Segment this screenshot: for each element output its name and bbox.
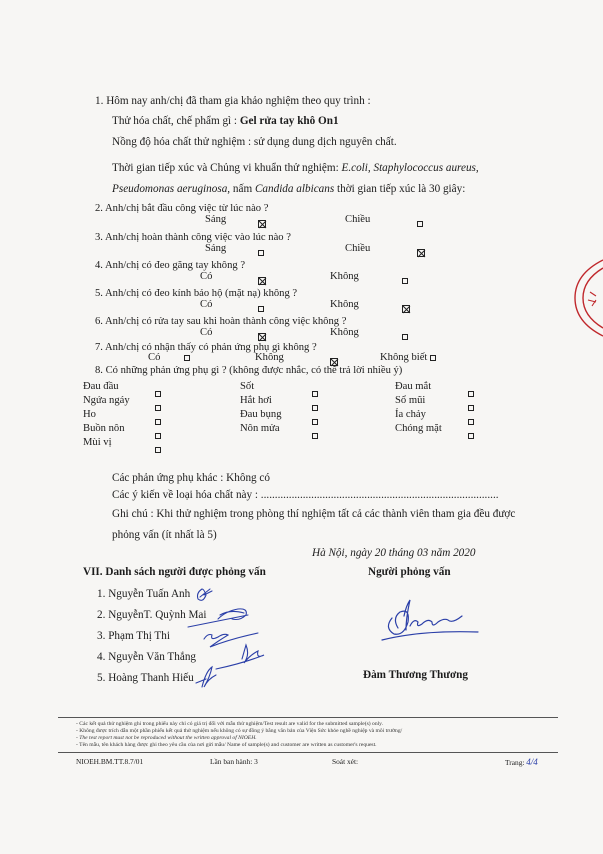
option-a-checkbox[interactable] xyxy=(258,333,266,341)
option-a-label: Sáng xyxy=(205,214,227,225)
side-effect-checkbox[interactable] xyxy=(468,433,474,439)
side-effect-label: Đau đầu xyxy=(83,381,119,392)
side-effect-checkbox[interactable] xyxy=(312,419,318,425)
note-line-1: Ghi chú : Khi thử nghiệm trong phòng thí nghiệm tất cả các thành viên tham gia đều được xyxy=(112,508,516,520)
question-6: 6. Anh/chị có rửa tay sau khi hoàn thành công việc không ? xyxy=(95,316,347,327)
option-a-label: Có xyxy=(200,271,213,282)
chemical-value: Gel rửa tay khô On1 xyxy=(239,115,339,127)
question-8: 8. Có những phản ứng phụ gì ? (không được nhắc, có thể trả lời nhiều ý) xyxy=(95,365,403,376)
option-b-checkbox[interactable] xyxy=(417,221,423,227)
option-b-checkbox[interactable] xyxy=(402,334,408,340)
side-effect-checkbox[interactable] xyxy=(155,391,161,397)
side-effect-label: Nôn mửa xyxy=(240,423,280,434)
interviewee-signatures-icon xyxy=(180,583,320,693)
side-effect-label: Ỉa chảy xyxy=(395,409,426,420)
interviewee-name: 4. Nguyễn Văn Thắng xyxy=(97,651,197,663)
q7-unknown-checkbox[interactable] xyxy=(430,355,436,361)
side-effect-checkbox[interactable] xyxy=(312,391,318,397)
contact-species-2: Pseudomonas aeruginosa, xyxy=(112,183,231,195)
option-b-label: Chiều xyxy=(345,243,371,254)
contact-mid: nấm xyxy=(230,183,255,195)
contact-species-3: Candida albicans xyxy=(254,183,335,195)
question-1-heading: 1. Hôm nay anh/chị đã tham gia khảo nghiệm theo quy trình : xyxy=(95,95,371,107)
other-reactions: Các phản ứng phụ khác : Không có xyxy=(112,472,270,484)
side-effect-label: Hắt hơi xyxy=(240,395,272,406)
side-effect-label: Đau bụng xyxy=(240,409,282,420)
question-5: 5. Anh/chị có đeo kính bảo hộ (mặt nạ) không ? xyxy=(95,288,298,299)
option-b-checkbox[interactable] xyxy=(417,249,425,257)
side-effect-checkbox[interactable] xyxy=(312,405,318,411)
side-effect-label: Ho xyxy=(83,409,96,420)
footnote-line: - Không được trích dẫn một phần phiếu kết quả thử nghiệm nếu không có sự đồng ý bằng văn bản của Viện Sức khỏe nghề nghiệp và môi trường/ xyxy=(76,728,403,734)
interviewee-name: 3. Phạm Thị Thi xyxy=(97,630,170,642)
side-effect-label: Ngứa ngáy xyxy=(83,395,130,406)
question-7: 7. Anh/chị có nhận thấy có phản ứng phụ gì không ? xyxy=(95,342,317,353)
option-a-label: Sáng xyxy=(205,243,227,254)
option-b-checkbox[interactable] xyxy=(402,278,408,284)
option-a-checkbox[interactable] xyxy=(258,277,266,285)
option-b-label: Không xyxy=(330,327,359,338)
option-b-label: Không xyxy=(330,299,359,310)
edition: Lần ban hành: 3 xyxy=(210,757,258,766)
option-b-label: Chiều xyxy=(345,214,371,225)
side-effect-label: Đau mắt xyxy=(395,381,432,392)
q7-option-yes: Có xyxy=(148,352,190,363)
side-effect-label: Chóng mặt xyxy=(395,423,442,434)
section-7-title: VII. Danh sách người được phỏng vấn xyxy=(83,566,266,578)
q7-yes-checkbox[interactable] xyxy=(184,355,190,361)
option-a-checkbox[interactable] xyxy=(258,306,264,312)
side-effect-label: Mùi vị xyxy=(83,437,112,448)
q7-option-no: Không xyxy=(255,352,284,363)
option-b-label: Không xyxy=(330,271,359,282)
contact-prefix: Thời gian tiếp xúc và Chủng vi khuẩn thử nghiệm: xyxy=(112,162,342,174)
question-4: 4. Anh/chị có đeo găng tay không ? xyxy=(95,260,246,271)
side-effect-checkbox[interactable] xyxy=(155,405,161,411)
interviewer-signature-icon xyxy=(378,590,488,650)
side-effect-checkbox[interactable] xyxy=(468,405,474,411)
footnote-line: - Các kết quả thử nghiệm ghi trong phiếu này chỉ có giá trị đối với mẫu thử nghiệm/Test result are valid for the submitted sample(s) only. xyxy=(76,721,383,727)
footnote-line: - Tên mẫu, tên khách hàng được ghi theo yêu cầu của nơi gửi mẫu/ Name of sample(s) and customer are written as customer's request. xyxy=(76,742,377,748)
side-effect-checkbox[interactable] xyxy=(312,433,318,439)
option-b-checkbox[interactable] xyxy=(402,305,410,313)
side-effect-checkbox[interactable] xyxy=(155,447,161,453)
interviewer-name: Đàm Thương Thương xyxy=(363,669,468,681)
contact-line-2 xyxy=(112,183,465,195)
side-effect-label: Buồn nôn xyxy=(83,423,125,434)
q7-option-unknown: Không biết xyxy=(380,352,436,363)
interviewee-name: 1. Nguyễn Tuấn Anh xyxy=(97,588,191,600)
option-a-label: Có xyxy=(200,327,213,338)
page-number: Trang: 4/4 xyxy=(505,757,538,767)
side-effect-checkbox[interactable] xyxy=(468,419,474,425)
form-code: NIOEH.BM.TT.8.7/01 xyxy=(76,757,144,766)
question-3: 3. Anh/chị hoàn thành công việc vào lúc nào ? xyxy=(95,232,291,243)
contact-line-1 xyxy=(112,162,479,174)
option-a-label: Có xyxy=(200,299,213,310)
side-effect-checkbox[interactable] xyxy=(155,433,161,439)
reviewed: Soát xét: xyxy=(332,757,359,766)
interviewer-title: Người phỏng vấn xyxy=(368,566,451,578)
footer-divider-top xyxy=(58,717,558,718)
option-a-checkbox[interactable] xyxy=(258,220,266,228)
concentration-line: Nồng độ hóa chất thử nghiệm : sử dụng dung dịch nguyên chất. xyxy=(112,136,397,148)
contact-species: E.coli, Staphylococcus aureus, xyxy=(341,162,479,174)
chemical-line xyxy=(112,115,339,127)
note-line-2: phỏng vấn (ít nhất là 5) xyxy=(112,529,217,541)
option-a-checkbox[interactable] xyxy=(258,250,264,256)
footnote-line: - The test report must not be reproduced without the written approval of NIOEH. xyxy=(76,735,257,741)
interviewee-name: 2. NguyễnT. Quỳnh Mai xyxy=(97,609,207,621)
stamp-icon xyxy=(572,258,603,338)
contact-end: thời gian tiếp xúc là 30 giây: xyxy=(334,183,466,195)
question-2: 2. Anh/chị bắt đầu công việc từ lúc nào ? xyxy=(95,203,269,214)
side-effect-checkbox[interactable] xyxy=(468,391,474,397)
side-effect-label: Sổ mũi xyxy=(395,395,426,406)
interviewee-name: 5. Hoàng Thanh Hiếu xyxy=(97,672,194,684)
footer-divider-bottom xyxy=(58,752,558,753)
date-line: Hà Nội, ngày 20 tháng 03 năm 2020 xyxy=(312,547,476,559)
side-effect-checkbox[interactable] xyxy=(155,419,161,425)
opinion-line: Các ý kiến về loại hóa chất này : ..................................................................................... xyxy=(112,489,499,501)
side-effect-label: Sốt xyxy=(240,381,255,392)
chemical-label: Thử hóa chất, chế phẩm gì : xyxy=(112,115,240,127)
